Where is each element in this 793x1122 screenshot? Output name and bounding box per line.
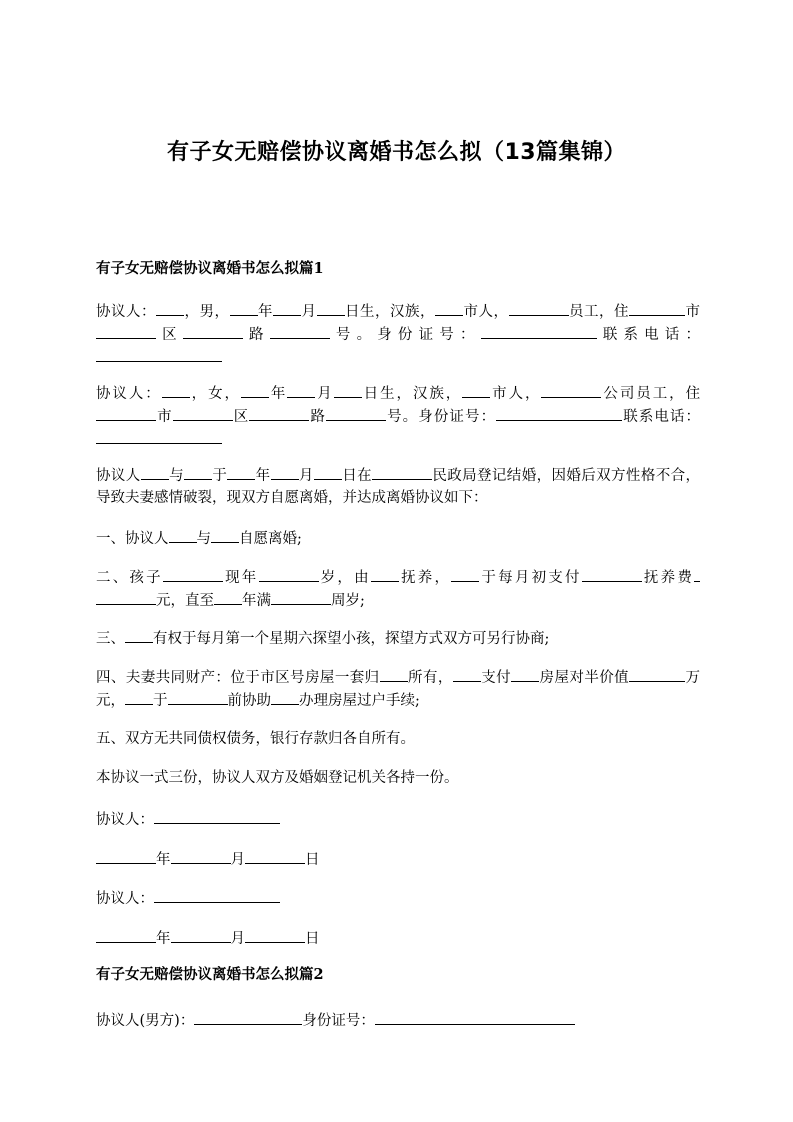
paragraph-marriage: 协议人 与 于 年 月 日在 民政局登记结婚，因婚后双方性格不合，导致夫妻感情破裂，现双方自愿离婚，并达成离婚协议如下： — [96, 464, 700, 509]
clause-1: 一、协议人 与 自愿离婚; — [96, 527, 700, 550]
date-line-1: 年 月 日 — [96, 848, 700, 871]
section-heading-1: 有子女无赔偿协议离婚书怎么拟篇1 — [96, 260, 324, 277]
copies-statement: 本协议一式三份，协议人双方及婚姻登记机关各持一份。 — [96, 770, 459, 786]
paragraph-party-male-2: 协议人(男方)： 身份证号： — [96, 1009, 700, 1032]
clause-2: 二、孩子 现年 岁，由 抚养， 于每月初支付 抚养费元，直至 年满 周岁; — [96, 566, 700, 612]
clause-5: 五、双方无共同债权债务，银行存款归各自所有。 — [96, 731, 415, 747]
page-title: 有子女无赔偿协议离婚书怎么拟（13篇集锦） — [166, 140, 627, 165]
section-heading-2: 有子女无赔偿协议离婚书怎么拟篇2 — [96, 966, 324, 983]
date-line-2: 年 月 日 — [96, 927, 700, 950]
signature-line-1: 协议人： — [96, 808, 700, 831]
paragraph-male-party: 协议人： ，男， 年 月 日生，汉族， 市人， 员工，住 市区 路 号。身份证号： 联系电话： — [96, 300, 700, 369]
paragraph-female-party: 协议人： ，女， 年 月 日生，汉族， 市人， 公司员工，住市 区 路 号。身份证号： 联系电话： — [96, 382, 700, 451]
signature-line-2: 协议人： — [96, 887, 700, 910]
clause-4: 四、夫妻共同财产：位于市区号房屋一套归 所有， 支付 房屋对半价值 万元， 于 前协助 办理房屋过户手续; — [96, 666, 700, 712]
clause-3: 三、 有权于每月第一个星期六探望小孩，探望方式双方可另行协商; — [96, 627, 700, 650]
